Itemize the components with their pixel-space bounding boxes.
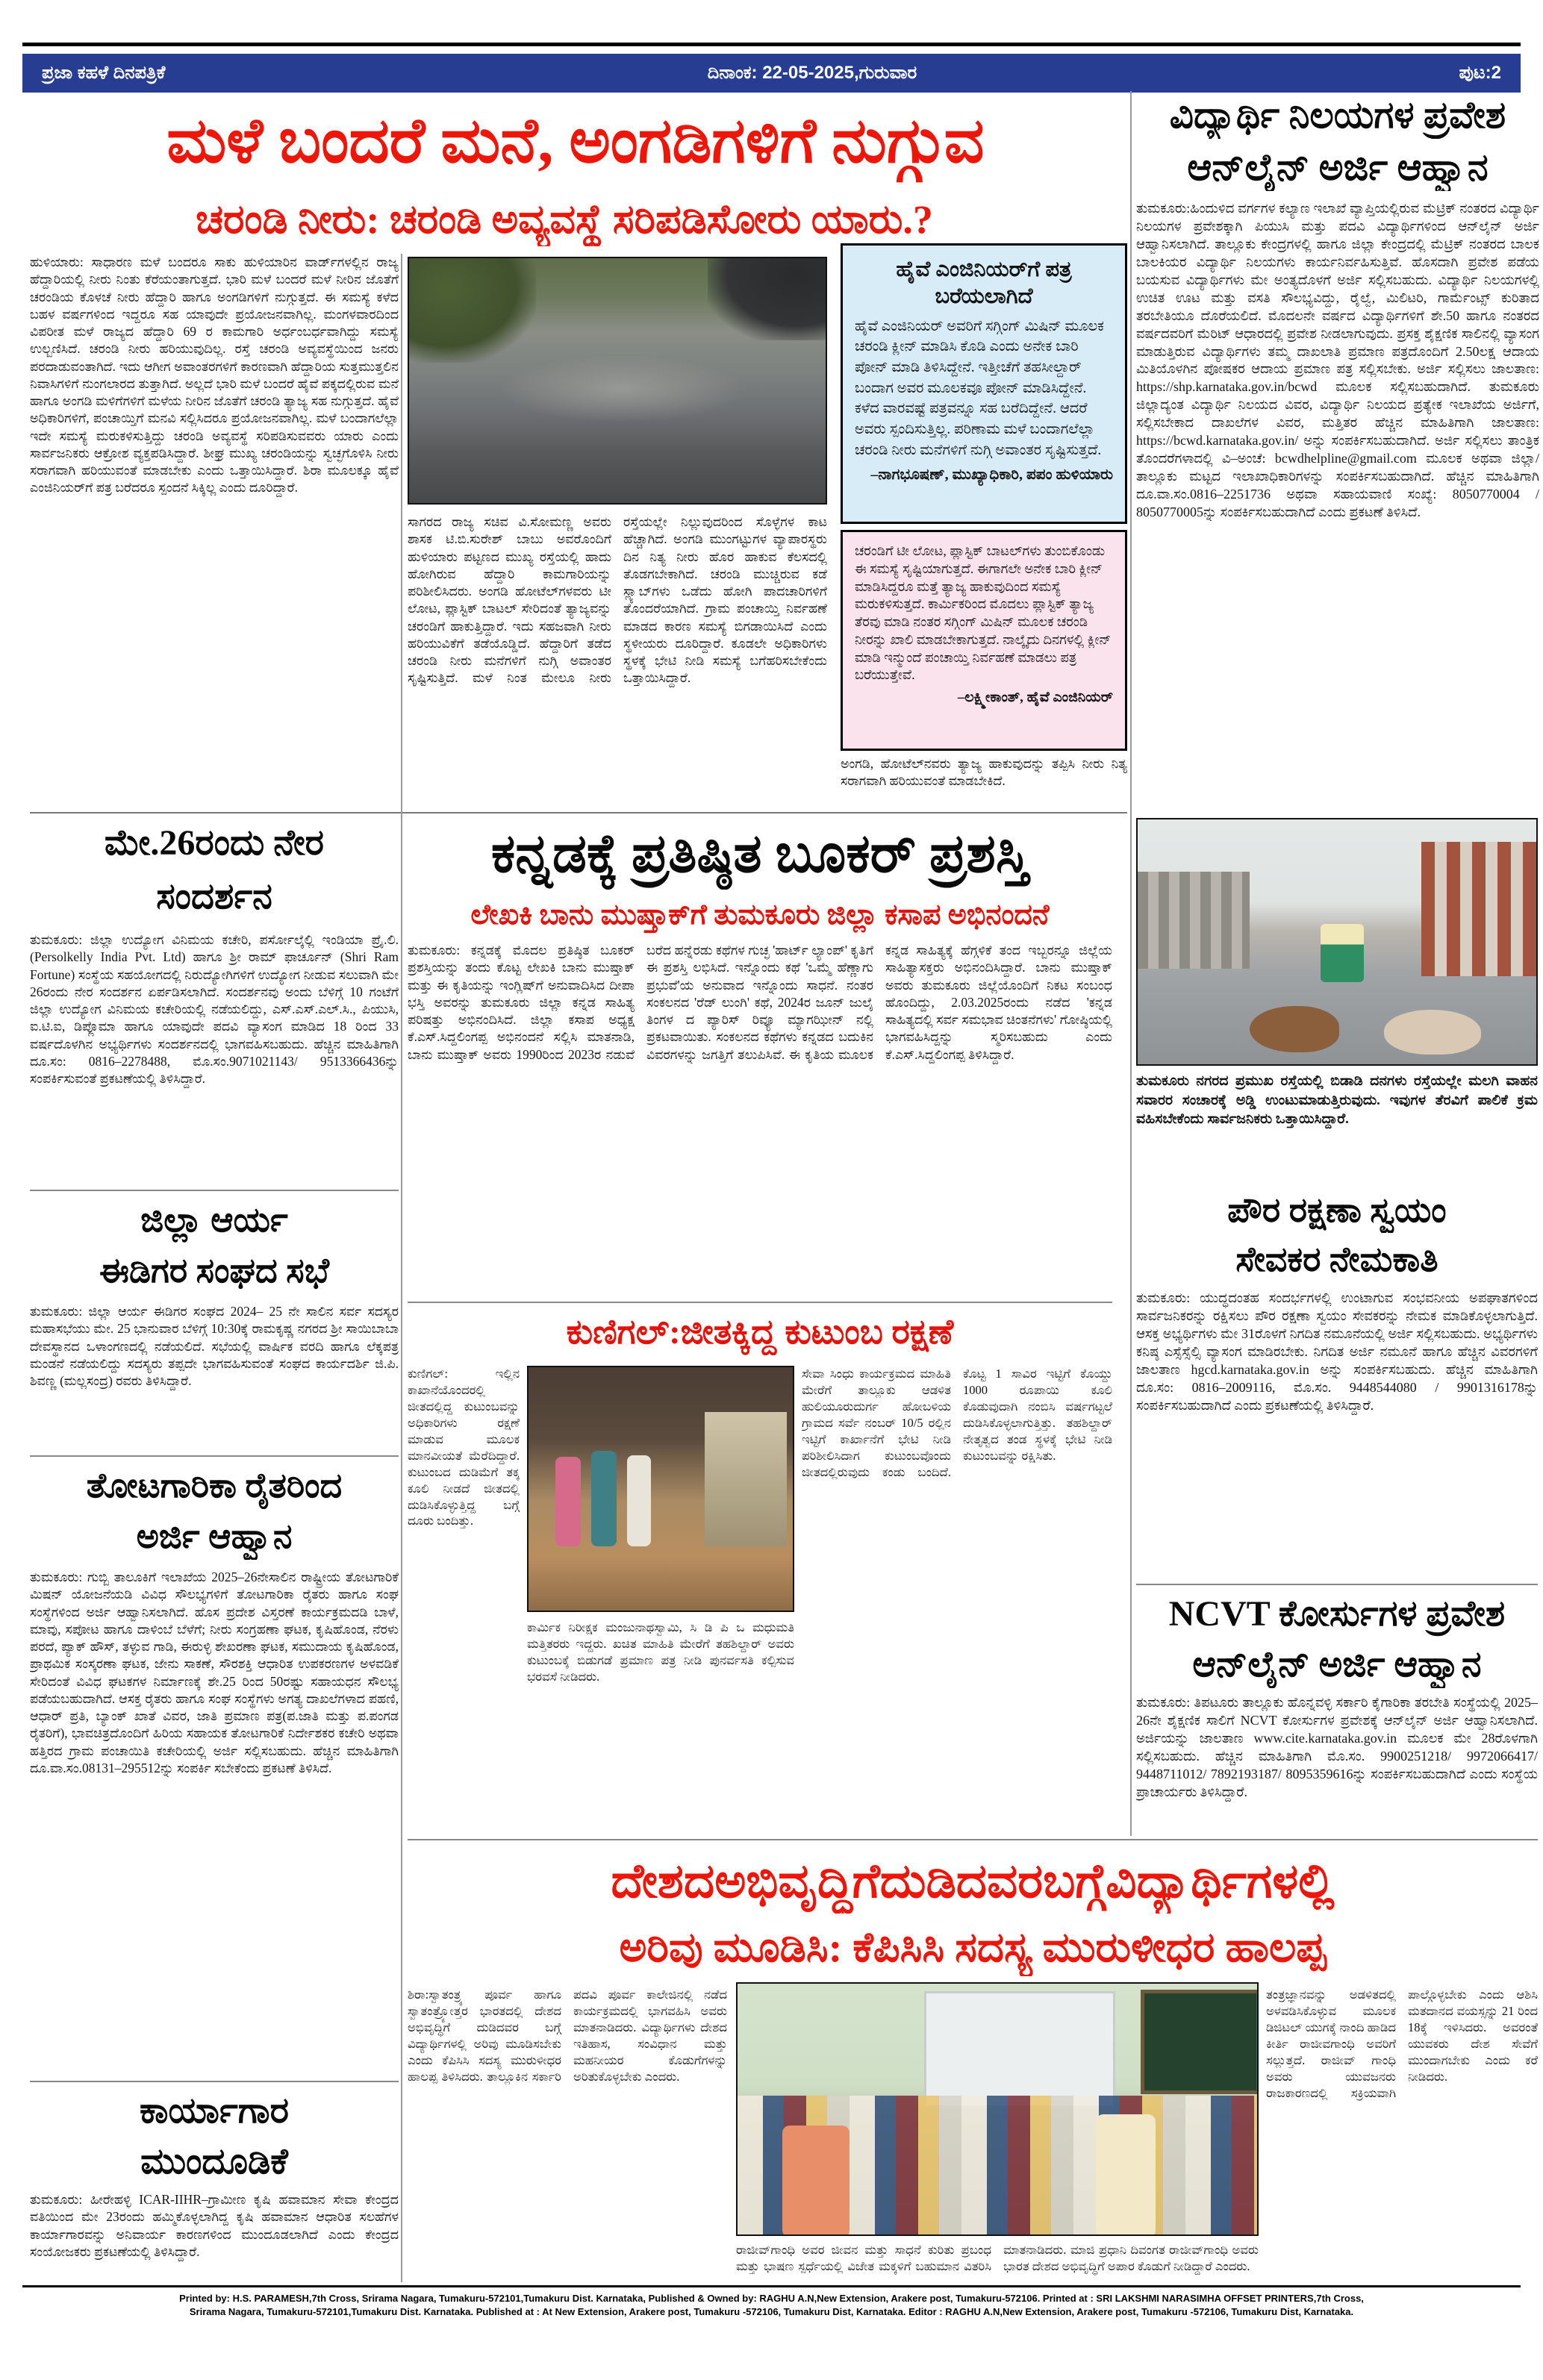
quote-box-title: ಹೈವೆ ಎಂಜಿನಿಯರ್‌ಗೆ ಪತ್ರ ಬರೆಯಲಾಗಿದೆ — [896, 257, 1072, 309]
ncvt-headline-line1: NCVT ಕೋರ್ಸುಗಳ ಪ್ರವೇಶ — [1168, 1594, 1506, 1634]
main-article-col1: ಹುಳಿಯಾರು: ಸಾಧಾರಣ ಮಳೆ ಬಂದರೂ ಸಾಕು ಹುಳಿಯಾರಿನ ವಾರ್ಡ್‌ಗಳಲ್ಲಿನ ರಾಜ್ಯ ಹೆದ್ದಾರಿಯಲ್ಲಿ ನೀರು ನಿಂತು ಕೆರೆಯಂತಾಗುತ್ತದೆ. ಭಾರಿ ಮಳೆ ಬಂದರೆ ಮಳೆ ನೀರಿನ ಜೊತೆಗೆ ಚರಂಡಿಯ ಕೊಳಚೆ ನೀರು ಹೆದ್ದಾರಿ ಹಾಗೂ ಅಂಗಡಿಗಳಿಗೆ ನುಗ್ಗುತ್ತದೆ. ಈ ಸಮಸ್ಯೆ ಕಳೆದ ಬಹಳ ವರ್ಷಗಳಿಂದ ಇದ್ದರೂ ಸಹ ಯಾವುದೇ ಪ್ರಯೋಜನವಾಗಿಲ್ಲ. ಮಂಗಳವಾರದಿಂದ ವಿಪರೀತ ಮಳೆ ರಾಜ್ಯದ ಹೆದ್ದಾರಿ 69 ರ ಕಾಮಗಾರಿ ಅರ್ಧಂಬರ್ಧವಾಗಿದ್ದು ಸಮಸ್ಯೆ ಉಲ್ಬಣಿಸಿದೆ. ಚರಂಡಿ ನೀರು ಹರಿಯುವುದಿಲ್ಲ. ರಸ್ತೆ ಚರಂಡಿ ಅವ್ಯವಸ್ಥೆಯಿಂದ ಜನರು ಪರದಾಡುವಂತಾಗಿದೆ. ಇದು ಆಗೀಗ ಅವಾಂತರಗಳಿಗೆ ಕಾರಣವಾಗಿ ಹೆದ್ದಾರಿಯ ಸುತ್ತಮುತ್ತಲಿನ ನಿವಾಸಿಗಳಿಗೆ ನುಂಗಲಾರದ ತುತ್ತಾಗಿದೆ. ಅಲ್ಲದೆ ಭಾರಿ ಮಳೆ ಬಂದರೆ ಹೈವೆ ಪಕ್ಕದಲ್ಲಿರುವ ಮನೆ ಹಾಗೂ ಅಂಗಡಿ ಮಳಿಗೆಗಳಿಗೆ ಮಳೆಯ ನೀರಿನ ಜೊತೆಗೆ ಚರಂಡಿ ತ್ಯಾಜ್ಯ ಸಹ ನುಗ್ಗುತ್ತದೆ. ಹೈವೆ ಅಧಿಕಾರಿಗಳಿಗೆ, ಪಂಚಾಯ್ತಿಗೆ ಮನವಿ ಸಲ್ಲಿಸಿದರೂ ಪ್ರಯೋಜನವಾಗಿಲ್ಲ. ಮಳೆ ಬಂದಾಗಲೆಲ್ಲಾ ಇದೇ ಸಮಸ್ಯೆ ಮರುಕಳಿಸುತ್ತಿದ್ದು ಚರಂಡಿ ಅವ್ಯವಸ್ಥೆ ಸರಿಪಡಿಸುವವರು ಯಾರು ಎಂದು ಸಾರ್ವಜನಿಕರು ಆಕ್ರೋಶ ವ್ಯಕ್ತಪಡಿಸಿದ್ದಾರೆ. ಶೀಘ್ರ ಮುಖ್ಯ ಚರಂಡಿಯನ್ನು ಸ್ವಚ್ಛಗೊಳಿಸಿ ನೀರು ಸರಾಗವಾಗಿ ಹರಿಯುವಂತೆ ಮಾಡಬೇಕು ಎಂದು ಒತ್ತಾಯಿಸಿದ್ದಾರೆ. ಶಿರಾ ಮೂಲಕ್ಕೂ ಹೈವೆ ಎಂಜಿನಿಯರ್‌ಗೆ ಪತ್ರ ಬರೆದರೂ ಸ್ಪಂದನೆ ಸಿಕ್ಕಿಲ್ಲ ಎಂದು ದೂರಿದ್ದಾರೆ. — [30, 254, 399, 496]
photo-person-white-shirt — [627, 1455, 651, 1546]
main-article-cols-below-photo: ಸಾಗರದ ರಾಜ್ಯ ಸಚಿವ ವಿ.ಸೋಮಣ್ಣ ಅವರು ಶಾಸಕ ಟಿ.ಬಿ.ಸುರೇಶ್ ಬಾಬು ಅವರೊಂದಿಗೆ ಹುಳಿಯಾರು ಪಟ್ಟಣದ ಮುಖ್ಯ ರಸ್ತೆಯಲ್ಲಿ ಹಾದು ಹೋಗಿರುವ ಹೆದ್ದಾರಿ ಕಾಮಗಾರಿಯನ್ನು ಪರಿಶೀಲಿಸಿದರು. ಅಂಗಡಿ ಹೋಟೆಲ್‌ಗಳವರು ಟೀ ಲೋಟ, ಪ್ಲಾಸ್ಟಿಕ್ ಬಾಟಲ್ ಸೇರಿದಂತೆ ತ್ಯಾಜ್ಯವನ್ನು ಚರಂಡಿಗೆ ಹಾಕುತ್ತಿದ್ದಾರೆ. ಇದು ಸಹಜವಾಗಿ ನೀರು ಹರಿಯುವಿಕೆಗೆ ತಡೆಯೊಡ್ಡಿದೆ. ಹೆದ್ದಾರಿಗೆ ತಡೆದ ಚರಂಡಿ ನೀರು ಮನೆಗಳಿಗೆ ನುಗ್ಗಿ ಅವಾಂತರ ಸೃಷ್ಟಿಸುತ್ತಿದೆ. ಮಳೆ ನಿಂತ ಮೇಲೂ ನೀರು ರಸ್ತೆಯಲ್ಲೇ ನಿಲ್ಲುವುದರಿಂದ ಸೊಳ್ಳೆಗಳ ಕಾಟ ಹೆಚ್ಚಾಗಿದೆ. ಅಂಗಡಿ ಮುಂಗಟ್ಟುಗಳ ವ್ಯಾಪಾರಸ್ಥರು ದಿನ ನಿತ್ಯ ನೀರು ಹೊರ ಹಾಕುವ ಕೆಲಸದಲ್ಲಿ ತೊಡಗಬೇಕಾಗಿದೆ. ಚರಂಡಿ ಮುಚ್ಚಿರುವ ಕಡೆ ಸ್ಲ್ಯಾಬ್‌ಗಳು ಒಡೆದು ಹೋಗಿ ಪಾದಚಾರಿಗಳಿಗೆ ತೊಂದರೆಯಾಗಿದೆ. ಗ್ರಾಮ ಪಂಚಾಯ್ತಿ ನಿರ್ವಹಣೆ ಮಾಡದ ಕಾರಣ ಸಮಸ್ಯೆ ಬಿಗಡಾಯಿಸಿದೆ ಎಂದು ಸ್ಥಳೀಯರು ದೂರಿದ್ದಾರೆ. ಕೂಡಲೇ ಅಧಿಕಾರಿಗಳು ಸ್ಥಳಕ್ಕೆ ಭೇಟಿ ನೀಡಿ ಸಮಸ್ಯೆ ಬಗೆಹರಿಸಬೇಕೆಂದು ಒತ್ತಾಯಿಸಿದ್ದಾರೆ. — [408, 514, 827, 686]
masthead-bar — [22, 54, 1521, 93]
photo-shed-opening — [705, 1412, 787, 1546]
photo-person-pink-saree — [555, 1457, 581, 1546]
civil-defence-body: ತುಮಕೂರು: ಯುದ್ಧದಂತಹ ಸಂದರ್ಭಗಳಲ್ಲಿ ಉಂಟಾಗುವ ಸಂಭವನೀಯ ಅಪಘಾತಗಳಿಂದ ಸಾರ್ವಜನಿಕರನ್ನು ರಕ್ಷಿಸಲು ಪೌರ ರಕ್ಷಣಾ ಸ್ವಯಂ ಸೇವಕರನ್ನು ನೇಮಕ ಮಾಡಿಕೊಳ್ಳಲಾಗುತ್ತಿದೆ. ಆಸಕ್ತ ಅಭ್ಯರ್ಥಿಗಳು ಮೇ 31ರೊಳಗೆ ನಿಗದಿತ ನಮೂನೆಯಲ್ಲಿ ಅರ್ಜಿ ಸಲ್ಲಿಸಬಹುದು. ಅಭ್ಯರ್ಥಿಗಳು ಕನಿಷ್ಠ ಎಸ್ಸೆಸ್ಸೆಲ್ಸಿ ವ್ಯಾಸಂಗ ಮಾಡಿರಬೇಕು. ನಿಗದಿತ ಅರ್ಜಿ ನಮೂನೆ ಹಾಗೂ ಹೆಚ್ಚಿನ ವಿವರಗಳಿಗೆ ಜಾಲತಾಣ hgcd.karnataka.gov.in ಅನ್ನು ಸಂಪರ್ಕಿಸಬಹುದು. ಹೆಚ್ಚಿನ ಮಾಹಿತಿಗಾಗಿ ದೂ.ಸಂ: 0816–2009116, ಮೊ.ಸಂ. 9448544080 / 9901316178ನ್ನು ಸಂಪರ್ಕಿಸಬಹುದಾಗಿದೆ ಎಂದು ಪ್ರಕಟಣೆಯಲ್ಲಿ ತಿಳಿಸಿದ್ದಾರೆ. — [1136, 1290, 1538, 1413]
sangha-headline-line1: ಜಿಲ್ಲಾ ಆರ್ಯ — [140, 1201, 288, 1239]
sangha-headline-line2: ಈಡಿಗರ ಸಂಘದ ಸಭೆ — [99, 1252, 329, 1290]
photo-cow-light — [1384, 1010, 1481, 1055]
interview-headline-line2: ಸಂದರ್ಶನ — [156, 877, 272, 916]
paper-name: ಪ್ರಜಾ ಕಹಳೆ ದಿನಪತ್ರಿಕೆ — [42, 63, 166, 83]
booker-headline: ಕನ್ನಡಕ್ಕೆ ಪ್ರತಿಷ್ಠಿತ ಬೂಕರ್ ಪ್ರಶಸ್ತಿ — [490, 824, 1029, 884]
column-rule-right — [1130, 91, 1132, 1836]
quote-box-highway-engineer — [841, 530, 1127, 751]
workshop-article-body: ತುಮಕೂರು: ಹೀರೇಹಳ್ಳಿ ICAR-IIHR–ಗ್ರಾಮೀಣ ಕೃಷಿ ಹವಾಮಾನ ಸೇವಾ ಕೇಂದ್ರದ ವತಿಯಿಂದ ಮೇ 23ರಂದು ಹಮ್ಮಿಕೊಳ್ಳಲಾಗಿದ್ದ ಕೃಷಿ ಹವಾಮಾನ ಆಧಾರಿತ ಸಲಹೆಗಳ ಕಾರ್ಯಾಗಾರವನ್ನು ಅನಿವಾರ್ಯ ಕಾರಣಗಳಿಂದ ಮುಂದೂಡಲಾಗಿದೆ ಎಂದು ಕೇಂದ್ರದ ಸಂಯೋಜಕರು ಪ್ರಕಟಣೆಯಲ್ಲಿ ತಿಳಿಸಿದ್ದಾರೆ. — [30, 2192, 399, 2259]
kunigal-left-column: ಕುಣಿಗಲ್: ಇಲ್ಲಿನ ಕಾಖಾನೆಯೊಂದರಲ್ಲಿ ಜೀತದಲ್ಲಿದ್ದ ಕುಟುಂಬವನ್ನು ಅಧಿಕಾರಿಗಳು ರಕ್ಷಣೆ ಮಾಡುವ ಮೂಲಕ ಮಾನವೀಯತೆ ಮೆರೆದಿದ್ದಾರೆ. ಕುಟುಂಬದ ದುಡಿಮೆಗೆ ತಕ್ಕ ಕೂಲಿ ನೀಡದೆ ಜೀತದಲ್ಲಿ ದುಡಿಸಿಕೊಳ್ಳುತ್ತಿದ್ದ ಬಗ್ಗೆ ದೂರು ಬಂದಿತ್ತು. — [408, 1367, 520, 1528]
divider-e-f — [30, 2081, 399, 2082]
divider-c-d — [30, 1190, 399, 1191]
main-headline-line2: ಚರಂಡಿ ನೀರು: ಚರಂಡಿ ಅವ್ಯವಸ್ಥೆ ಸರಿಪಡಿಸೋರು ಯಾರು.? — [196, 197, 933, 242]
top-rule — [22, 43, 1521, 46]
photo-cow-brown — [1250, 1006, 1339, 1052]
imprint-line2: Srirama Nagara, Tumakuru-572101,Tumakuru Dist. Karnataka. Published at : At New Extension, Arakere post, Tumakuru -572106, Tumakuru Dist, Karnataka. Editor : RAGHU A.N,New Extension, Arakere post, Tumakuru -572106, Tumakuru Dist, Karnataka. — [189, 2306, 1354, 2317]
kpcc-right-columns: ತಂತ್ರಜ್ಞಾನವನ್ನು ಅಡಳಿತದಲ್ಲಿ ಅಳವಡಿಸಿಕೊಳ್ಳುವ ಮೂಲಕ ಡಿಜಿಟಲ್ ಯುಗಕ್ಕೆ ನಾಂದಿ ಹಾಡಿದ ಕೀರ್ತಿ ರಾಜೀವಗಾಂಧಿ ಅವರಿಗೆ ಸಲ್ಲುತ್ತದೆ. ರಾಜೀವ್ ಗಾಂಧಿ ಅವರು ಯುವಜನರು ರಾಜಕಾರಣದಲ್ಲಿ ಸಕ್ರಿಯವಾಗಿ ಪಾಲ್ಗೊಳ್ಳಬೇಕು ಎಂದು ಆಶಿಸಿ ಮತದಾನದ ವಯಸ್ಸನ್ನು 21 ರಿಂದ 18ಕ್ಕೆ ಇಳಿಸಿದರು. ಅವರಂತೆ ಯುವಕರು ದೇಶ ಸೇವೆಗೆ ಮುಂದಾಗಬೇಕು ಎಂದು ಕರೆ ನೀಡಿದರು. — [1266, 1987, 1538, 2100]
photo-projector-screen — [924, 1991, 1115, 2108]
kpcc-below-photo: ರಾಜೀವ್‌ಗಾಂಧಿ ಅವರ ಜೀವನ ಮತ್ತು ಸಾಧನೆ ಕುರಿತು ಪ್ರಬಂಧ ಮತ್ತು ಭಾಷಣ ಸ್ಪರ್ಧೆಯಲ್ಲಿ ವಿಜೇತ ಮಕ್ಕಳಿಗೆ ಬಹುಮಾನ ವಿತರಿಸಿ ಮಾತನಾಡಿದರು. ಮಾಜಿ ಪ್ರಧಾನಿ ದಿವಂಗತ ರಾಜೀವ್‌ಗಾಂಧಿ ಅವರು ಭಾರತ ದೇಶದ ಅಭಿವೃದ್ಧಿಗೆ ಅಪಾರ ಕೊಡುಗೆ ನೀಡಿದ್ದಾರೆ ಎಂದರು. — [736, 2243, 1259, 2273]
kunigal-headline: ಕುಣಿಗಲ್:ಜೀತಕ್ಕಿದ್ದ ಕುಟುಂಬ ರಕ್ಷಣೆ — [566, 1313, 954, 1351]
photo-person-teal — [591, 1451, 617, 1546]
workshop-headline-line2: ಮುಂದೂಡಿಕೆ — [140, 2142, 288, 2181]
workshop-headline-line1: ಕಾರ್ಯಾಗಾರ — [139, 2091, 290, 2131]
hostel-headline-line2: ಆನ್‌ಲೈನ್ ಅರ್ಜಿ ಆಹ್ವಾನ — [1187, 146, 1489, 188]
kpcc-left-columns: ಶಿರಾ:ಸ್ವಾತಂತ್ರ್ಯ ಪೂರ್ವ ಹಾಗೂ ಸ್ವಾತಂತ್ರ್ಯೋತ್ತರ ಭಾರತದಲ್ಲಿ ದೇಶದ ಅಭಿವೃದ್ಧಿಗೆ ದುಡಿದವರ ಬಗ್ಗೆ ವಿದ್ಯಾರ್ಥಿಗಳಲ್ಲಿ ಅರಿವು ಮೂಡಿಸಬೇಕು ಎಂದು ಕೆಪಿಸಿಸಿ ಸದಸ್ಯ ಮುರುಳೀಧರ ಹಾಲಪ್ಪ ತಿಳಿಸಿದರು. ತಾಲ್ಲೂಕಿನ ಸರ್ಕಾರಿ ಪದವಿ ಪೂರ್ವ ಕಾಲೇಜಿನಲ್ಲಿ ನಡೆದ ಕಾರ್ಯಕ್ರಮದಲ್ಲಿ ಭಾಗವಹಿಸಿ ಅವರು ಮಾತನಾಡಿದರು. ವಿದ್ಯಾರ್ಥಿಗಳು ದೇಶದ ಇತಿಹಾಸ, ಸಂವಿಧಾನ ಮತ್ತು ಮಹನೀಯರ ಕೊಡುಗೆಗಳನ್ನು ಅರಿತುಕೊಳ್ಳಬೇಕು ಎಂದರು. — [408, 1987, 727, 2084]
ncvt-body: ತುಮಕೂರು: ತಿಪಟೂರು ತಾಲ್ಲೂಕು ಹೊನ್ನವಳ್ಳಿ ಸರ್ಕಾರಿ ಕೈಗಾರಿಕಾ ತರಬೇತಿ ಸಂಸ್ಥೆಯಲ್ಲಿ 2025–26ನೇ ಶೈಕ್ಷಣಿಕ ಸಾಲಿಗೆ NCVT ಕೋರ್ಸುಗಳ ಪ್ರವೇಶಕ್ಕೆ ಆನ್‌ಲೈನ್ ಅರ್ಜಿ ಆಹ್ವಾನಿಸಲಾಗಿದೆ. ಅರ್ಜಿಯನ್ನು ಜಾಲತಾಣ www.cite.karnataka.gov.in ಮೂಲಕ ಮೇ 28ರೊಳಗಾಗಿ ಸಲ್ಲಿಸಬಹುದು. ಹೆಚ್ಚಿನ ಮಾಹಿತಿಗಾಗಿ ಮೊ.ಸಂ. 9900251218/ 9972066417/ 9448711012/ 7892193187/ 8095359616ನ್ನು ಸಂಪರ್ಕಿಸಬಹುದಾಗಿದೆ ಎಂದು ಸಂಸ್ಥೆಯ ಪ್ರಾಚಾರ್ಯರು ತಿಳಿಸಿದ್ದಾರೆ. — [1136, 1695, 1538, 1799]
text-below-pink-box: ಅಂಗಡಿ, ಹೋಟೆಲ್‌ನವರು ತ್ಯಾಜ್ಯ ಹಾಕುವುದನ್ನು ತಪ್ಪಿಸಿ ನೀರು ನಿತ್ಯ ಸರಾಗವಾಗಿ ಹರಿಯುವಂತೆ ಮಾಡಬೇಕಿದೆ. — [841, 756, 1127, 789]
horticulture-article-body: ತುಮಕೂರು: ಗುಬ್ಬಿ ತಾಲೂಕಿಗೆ ಇಲಾಖೆಯ 2025–26ನೇಸಾಲಿನ ರಾಷ್ಟ್ರೀಯ ತೋಟಗಾರಿಕೆ ಮಿಷನ್ ಯೋಜನೆಯಡಿ ವಿವಿಧ ಸೌಲಭ್ಯಗಳಿಗೆ ತೋಟಗಾರಿಕಾ ರೈತರು ಹಾಗೂ ಸಂಘ ಸಂಸ್ಥೆಗಳಿಂದ ಅರ್ಜಿ ಆಹ್ವಾನಿಸಲಾಗಿದೆ. ಹೊಸ ಪ್ರದೇಶ ವಿಸ್ತರಣೆ ಕಾರ್ಯಕ್ರಮದಡಿ ಬಾಳೆ, ಮಾವು, ಸಪೋಟ ಹಾಗೂ ದಾಳಿಂಬೆ ಬೆಳೆಗೆ; ನೀರು ಸಂಗ್ರಹಣಾ ಘಟಕ, ಕೃಷಿಹೊಂಡ, ನೆರಳು ಪರದೆ, ಪ್ಯಾಕ್ ಹೌಸ್, ತಳ್ಳುವ ಗಾಡಿ, ಈರುಳ್ಳಿ ಶೇಖರಣಾ ಘಟಕ, ಸಮುದಾಯ ಕೃಷಿಹೊಂಡ, ಪ್ರಾಥಮಿಕ ಸಂಸ್ಕರಣಾ ಘಟಕ, ಜೇನು ಸಾಕಣೆ, ಸೌರಶಕ್ತಿ ಆಧಾರಿತ ಉಪಕರಣಗಳ ಅಳವಡಿಕೆ ಸೇರಿದಂತೆ ವಿವಿಧ ಘಟಕಗಳ ನಿರ್ಮಾಣಕ್ಕೆ ಶೇ.25 ರಿಂದ 50ರಷ್ಟು ಸಹಾಯಧನ ಸೌಲಭ್ಯ ಪಡೆಯಬಹುದಾಗಿದೆ. ಆಸಕ್ತ ರೈತರು ಹಾಗೂ ಸಂಘ ಸಂಸ್ಥೆಗಳು ಅಗತ್ಯ ದಾಖಲೆಗಳಾದ ಪಹಣಿ, ಆಧಾರ್ ಪ್ರತಿ, ಬ್ಯಾಂಕ್ ಖಾತೆ ವಿವರ, ಜಾತಿ ಪ್ರಮಾಣ ಪತ್ರ(ಪ.ಜಾತಿ ಮತ್ತು ಪ.ಪಂಗಡ ರೈತರಿಗೆ), ಭಾವಚಿತ್ರದೊಂದಿಗೆ ಹಿರಿಯ ಸಹಾಯಕ ತೋಟಗಾರಿಕೆ ನಿರ್ದೇಶಕರ ಕಚೇರಿ ಅಥವಾ ಹತ್ತಿರದ ಗ್ರಾಮ ಪಂಚಾಯಿತಿ ಕಚೇರಿಯಲ್ಲಿ ಅರ್ಜಿ ಸಲ್ಲಿಸಬಹುದು. ಹೆಚ್ಚಿನ ಮಾಹಿತಿಗಾಗಿ ದೂ.ವಾ.ಸಂ.08131–295512ನ್ನು ಸಂಪರ್ಕಿ ಸಬೇಕೆಂದು ಪ್ರಕಟಣೆ ತಿಳಿಸಿದೆ. — [30, 1570, 399, 1775]
interview-article-body: ತುಮಕೂರು: ಜಿಲ್ಲಾ ಉದ್ಯೋಗ ವಿನಿಮಯ ಕಚೇರಿ, ಪರ್ಸೋಲ್ಕೆಲ್ಲಿ ಇಂಡಿಯಾ ಪ್ರೈ.ಲಿ.(Persolkelly India Pvt. Ltd) ಹಾಗೂ ಶ್ರೀ ರಾಮ್ ಫಾರ್ಚೂನ್ (Shri Ram Fortune) ಸಂಸ್ಥೆಯ ಸಹಯೋಗದಲ್ಲಿ ನಿರುದ್ಯೋಗಿಗಳಿಗೆ ಉದ್ಯೋಗ ನೀಡುವ ಸಲುವಾಗಿ ಮೇ 26ರಂದು ನೇರ ಸಂದರ್ಶನ ಏರ್ಪಡಿಸಲಾಗಿದೆ. ಸಂದರ್ಶನವು ಅಂದು ಬೆಳಿಗ್ಗೆ 10 ಗಂಟೆಗೆ ಜಿಲ್ಲಾ ಉದ್ಯೋಗ ವಿನಿಮಯ ಕಚೇರಿಯಲ್ಲಿ ನಡೆಯಲಿದ್ದು, ಎಸ್.ಎಸ್.ಎಲ್.ಸಿ., ಪಿಯುಸಿ, ಐ.ಟಿ.ಐ, ಡಿಪ್ಲೊಮಾ ಹಾಗೂ ಯಾವುದೇ ಪದವಿ ವ್ಯಾಸಂಗ ಮಾಡಿದ 18 ರಿಂದ 33 ವರ್ಷದೊಳಗಿನ ಅಭ್ಯರ್ಥಿಗಳು ಸಂದರ್ಶನದಲ್ಲಿ ಭಾಗವಹಿಸಬಹುದು. ಹೆಚ್ಚಿನ ಮಾಹಿತಿಗಾಗಿ ದೂ.ಸಂ: 0816–2278488, ಮೊ.ಸಂ.9071021143/ 9513366436ನ್ನು ಸಂಪರ್ಕಿಸುವಂತೆ ಪ್ರಕಟಣೆಯಲ್ಲಿ ತಿಳಿಸಿದ್ದಾರೆ. — [30, 932, 399, 1087]
photo-chalkboard — [1141, 1990, 1259, 2094]
column-rule-left — [401, 254, 402, 2282]
imprint-line1: Printed by: H.S. PARAMESH,7th Cross, Srirama Nagara, Tumakuru-572101,Tumakuru Dist. Karnataka, Published & Owned by: RAGHU A.N,New Extension, Arakere post, Tumakuru-572106. Printed at : SRI LAKSHMI NARASIMHA OFFSET PRINTERS,7th Cross, — [179, 2293, 1364, 2304]
footer-rule — [22, 2285, 1521, 2287]
quote-box-signature: –ನಾಗಭೂಷಣ್, ಮುಖ್ಯಾಧಿಕಾರಿ, ಪಪಂ ಹುಳಿಯಾರು — [870, 466, 1113, 484]
photo-prize-group — [736, 1982, 1259, 2236]
quote-box-pink-signature: –ಲಕ್ಷ್ಮೀಕಾಂತ್, ಹೈವೆ ಎಂಜಿನಿಯರ್ — [957, 690, 1113, 705]
civil-defence-headline-line2: ಸೇವಕರ ನೇಮಕಾತಿ — [1235, 1240, 1438, 1278]
divider-d-e — [30, 1455, 399, 1457]
interview-headline-line1: ಮೇ.26ರಂದು ನೇರ — [104, 823, 325, 863]
civil-defence-headline-line1: ಪೌರ ರಕ್ಷಣಾ ಸ್ವಯಂ — [1227, 1191, 1447, 1229]
main-headline-line1: ಮಳೆ ಬಂದರೆ ಮನೆ, ಅಂಗಡಿಗಳಿಗೆ ನುಗ್ಗುವ — [166, 107, 985, 176]
hostel-headline-line1: ವಿದ್ಯಾರ್ಥಿ ನಿಲಯಗಳ ಪ್ರವೇಶ — [1169, 94, 1506, 136]
kpcc-headline-line1: ದೇಶದಅಭಿವೃದ್ಧಿಗೆದುಡಿದವರಬಗ್ಗೆವಿದ್ಯಾರ್ಥಿಗಳಲ್ಲಿ — [611, 1855, 1335, 1908]
horticulture-headline-line1: ತೋಟಗಾರಿಕಾ ರೈತರಿಂದ — [86, 1467, 343, 1505]
divider-i-j — [1136, 1584, 1538, 1585]
photo-stray-cattle-street — [1136, 818, 1538, 1066]
cattle-photo-caption: ತುಮಕೂರು ನಗರದ ಪ್ರಮುಖ ರಸ್ತೆಯಲ್ಲಿ ಬಿಡಾಡಿ ದನಗಳು ರಸ್ತೆಯಲ್ಲೇ ಮಲಗಿ ವಾಹನ ಸವಾರರ ಸಂಚಾರಕ್ಕೆ ಅಡ್ಡಿ ಉಂಟುಮಾಡುತ್ತಿರುವುದು. ಇವುಗಳ ತೆರವಿಗೆ ಪಾಲಿಕೆ ಕ್ರಮ ವಹಿಸಬೇಕೆಂದು ಸಾರ್ವಜನಿಕರು ಒತ್ತಾಯಿಸಿದ್ದಾರೆ. — [1136, 1073, 1538, 1128]
quote-box-engineer-letter — [841, 243, 1127, 524]
kunigal-right-columns: ಸೇವಾ ಸಿಂಧು ಕಾರ್ಯಕ್ರಮದ ಮಾಹಿತಿ ಮೇರೆಗೆ ತಾಲ್ಲೂಕು ಆಡಳಿತ ಹುಲಿಯೂರುದುರ್ಗ ಹೋಬಳಿಯ ಗ್ರಾಮದ ಸರ್ವೆ ನಂಬರ್ 10/5 ರಲ್ಲಿನ ಇಟ್ಟಿಗೆ ಕಾರ್ಖಾನೆಗೆ ಭೇಟಿ ನೀಡಿ ಪರಿಶೀಲಿಸಿದಾಗ ಕುಟುಂಬವೊಂದು ಜೀತದಲ್ಲಿರುವುದು ಕಂಡು ಬಂದಿದೆ. ಕೊಟ್ಟ 1 ಸಾವಿರ ಇಟ್ಟಿಗೆ ಕೊಯ್ದು 1000 ರೂಪಾಯಿ ಕೂಲಿ ಕೊಡುವುದಾಗಿ ನಂಬಿಸಿ ವರ್ಷಗಟ್ಟಲೆ ದುಡಿಸಿಕೊಳ್ಳಲಾಗುತ್ತಿತ್ತು. ತಹಶಿಲ್ದಾರ್ ನೇತೃತ್ವದ ತಂಡ ಸ್ಥಳಕ್ಕೆ ಭೇಟಿ ನೀಡಿ ಕುಟುಂಬವನ್ನು ರಕ್ಷಿಸಿತು. — [802, 1367, 1112, 1479]
booker-subhead: ಲೇಖಕಿ ಬಾನು ಮುಷ್ತಾಕ್‌ಗೆ ತುಮಕೂರು ಜಿಲ್ಲಾ ಕಸಾಪ ಅಭಿನಂದನೆ — [470, 899, 1050, 931]
photo-auto-rickshaw — [1321, 924, 1364, 982]
hostel-article-body: ತುಮಕೂರು:ಹಿಂದುಳಿದ ವರ್ಗಗಳ ಕಲ್ಯಾಣ ಇಲಾಖೆ ವ್ಯಾಪ್ತಿಯಲ್ಲಿರುವ ಮೆಟ್ರಿಕ್ ನಂತರದ ವಿದ್ಯಾರ್ಥಿ ನಿಲಯಗಳ ಪ್ರವೇಶಕ್ಕಾಗಿ ಪಿಯುಸಿ ಮತ್ತು ಪದವಿ ವಿದ್ಯಾರ್ಥಿಗಳಿಂದ ಆನ್‌ಲೈನ್ ಅರ್ಜಿ ಆಹ್ವಾನಿಸಲಾಗಿದೆ. ತಾಲ್ಲೂಕು ಕೇಂದ್ರಗಳಲ್ಲಿ ಹಾಗೂ ಜಿಲ್ಲಾ ಕೇಂದ್ರದಲ್ಲಿ ಮೆಟ್ರಿಕ್ ನಂತರದ ಬಾಲಕ ಬಾಲಕಿಯರ ವಿದ್ಯಾರ್ಥಿ ನಿಲಯಗಳು ಕಾರ್ಯನಿರ್ವಹಿಸುತ್ತಿವೆ. ಹೊಸದಾಗಿ ಪ್ರವೇಶ ಪಡೆಯ ಬಯಸುವ ವಿದ್ಯಾರ್ಥಿಗಳು ಮೇ ಅಂತ್ಯದೊಳಗೆ ಅರ್ಜಿ ಸಲ್ಲಿಸಬಹುದು. ವಿದ್ಯಾರ್ಥಿ ನಿಲಯಗಳಲ್ಲಿ ಉಚಿತ ಊಟ ಮತ್ತು ವಸತಿ ಸೌಲಭ್ಯವಿದ್ದು, ರೈಲ್ವೆ, ಮಿಲಿಟರಿ, ಗಾರ್ಮೆಂಟ್ಸ್ ಕುರಿತಾದ ತರಬೇತಿಯೂ ದೊರೆಯಲಿದೆ. ಮೊದಲನೇ ವರ್ಷದ ವಿದ್ಯಾರ್ಥಿಗಳಿಗೆ ಶೇ.50 ಹಾಗೂ ನಂತರದ ವರ್ಷದವರಿಗೆ ಮೆರಿಟ್ ಆಧಾರದಲ್ಲಿ ಪ್ರವೇಶ ನೀಡಲಾಗುವುದು. ಪ್ರಸಕ್ತ ಶೈಕ್ಷಣಿಕ ಸಾಲಿನಲ್ಲಿ ವ್ಯಾಸಂಗ ಮಾಡುತ್ತಿರುವ ವಿದ್ಯಾರ್ಥಿಗಳು ತಮ್ಮ ದಾಖಲಾತಿ ಪ್ರಮಾಣ ಪತ್ರದೊಂದಿಗೆ 2.50ಲಕ್ಷ ಆದಾಯ ಮಿತಿಯೊಳಗಿನ ಪೋಷಕರ ಆದಾಯ ಪ್ರಮಾಣ ಪತ್ರ ಸಲ್ಲಿಸಬೇಕು. ಅರ್ಜಿ ಸಲ್ಲಿಸಲು ಜಾಲತಾಣ: https://shp.karnataka.gov.in/bcwd ಮೂಲಕ ಸಲ್ಲಿಸಬಹುದಾಗಿದೆ. ತುಮಕೂರು ಜಿಲ್ಲಾದ್ಯಂತ ವಿದ್ಯಾರ್ಥಿ ನಿಲಯದ ವಿವರ, ವಿದ್ಯಾರ್ಥಿ ನಿಲಯದ ಪ್ರತ್ಯೇಕ ಇಲಾಖೆಯ ಅರ್ಜಿಗೆ, ಸಲ್ಲಿಸಬೇಕಾದ ದಾಖಲೆಗಳ ವಿವರ, ಮತ್ತಿತರ ಹೆಚ್ಚಿನ ಮಾಹಿತಿಗಾಗಿ ಜಾಲತಾಣ: https://bcwd.karnataka.gov.in/ ಅನ್ನು ಸಂಪರ್ಕಿಸಬಹುದಾಗಿದೆ. ಅರ್ಜಿ ಸಲ್ಲಿಸಲು ತಾಂತ್ರಿಕ ತೊಂದರೆಗಳಾದಲ್ಲಿ ವಿ–ಅಂಚೆ: bcwdhelpline@gmail.com ಮೂಲಕ ಅಥವಾ ಜಿಲ್ಲಾ/ ತಾಲ್ಲೂಕು ಮಟ್ಟದ ಇಲಾಖಾಧಿಕಾರಿಗಳನ್ನು ಸಂಪರ್ಕಿಸಬಹುದಾಗಿದೆ. ಹೆಚ್ಚಿನ ಮಾಹಿತಿಗಾಗಿ ದೂ.ವಾ.ಸಂ.0816–2251736 ಅಥವಾ ಸಹಾಯವಾಣಿ ಸಂಖ್ಯೆ: 8050770004 / 8050770005ನ್ನು ಸಂಪರ್ಕಿಸಬಹುದಾಗಿದೆ ಎಂದು ಪ್ರಕಟಣೆ ತಿಳಿಸಿದೆ. — [1136, 201, 1539, 519]
photo-kunigal-rescue — [527, 1366, 794, 1612]
quote-box-body: ಹೈವೆ ಎಂಜಿನಿಯರ್ ಅವರಿಗೆ ಸಗ್ಗಿಂಗ್ ಮಿಷಿನ್ ಮೂಲಕ ಚರಂಡಿ ಕ್ಲೀನ್ ಮಾಡಿಸಿ ಕೊಡಿ ಎಂದು ಅನೇಕ ಬಾರಿ ಪೋನ್ ಮಾಡಿ ತಿಳಿಸಿದ್ದೇನೆ. ಇತ್ತೀಚೆಗೆ ತಹಸೀಲ್ದಾರ್ ಬಂದಾಗ ಅವರ ಮೂಲಕವೂ ಪೋನ್ ಮಾಡಿಸಿದ್ದೇನೆ. ಕಳೆದ ವಾರವಷ್ಟೆ ಪತ್ರವನ್ನೂ ಸಹ ಬರೆದಿದ್ದೇನೆ. ಆದರೆ ಅವರು ಸ್ಪಂದಿಸುತ್ತಿಲ್ಲ. ಪರಿಣಾಮ ಮಳೆ ಬಂದಾಗಲೆಲ್ಲಾ ಚರಂಡಿ ನೀರು ಮನೆಗಳಿಗೆ ನುಗ್ಗಿ ಅವಾಂತರ ಸೃಷ್ಟಿಸುತ್ತದೆ. — [855, 318, 1104, 458]
photo-woman-orange-saree — [782, 2126, 850, 2236]
ncvt-headline-line2: ಆನ್‌ಲೈನ್ ಅರ್ಜಿ ಆಹ್ವಾನ — [1192, 1645, 1482, 1684]
quote-box-pink-body: ಚರಂಡಿಗೆ ಟೀ ಲೋಟ, ಪ್ಲಾಸ್ಟಿಕ್ ಬಾಟಲ್‌ಗಳು ತುಂಬಿಕೊಂಡು ಈ ಸಮಸ್ಯೆ ಸೃಷ್ಟಿಯಾಗುತ್ತದೆ. ಈಗಾಗಲೇ ಅನೇಕ ಬಾರಿ ಕ್ಲೀನ್ ಮಾಡಿಸಿದ್ದರೂ ಮತ್ತೆ ತ್ಯಾಜ್ಯ ಹಾಕುವುದಿಂದ ಸಮಸ್ಯೆ ಮರುಕಳಿಸುತ್ತದೆ. ಕಾರ್ಮಿಕರಿಂದ ಮೊದಲು ಪ್ಲಾಸ್ಟಿಕ್ ತ್ಯಾಜ್ಯ ತೆರವು ಮಾಡಿ ನಂತರ ಸಗ್ಗಿಂಗ್ ಮಿಷಿನ್ ಮೂಲಕ ಚರಂಡಿ ನೀರನ್ನು ಖಾಲಿ ಮಾಡಬೇಕಾಗುತ್ತದೆ. ನಾಲ್ಕೈದು ದಿನಗಳಲ್ಲಿ ಕ್ಲೀನ್ ಮಾಡಿ ಇನ್ಮುಂದೆ ಪಂಚಾಯ್ತಿ ನಿರ್ವಹಣೆ ಮಾಡಲು ಪತ್ರ ಬರೆಯುತ್ತೇವೆ. — [855, 543, 1112, 683]
page-number: ಪುಟ:2 — [1459, 63, 1501, 83]
booker-article-body: ತುಮಕೂರು: ಕನ್ನಡಕ್ಕೆ ಮೊದಲ ಪ್ರತಿಷ್ಠಿತ ಬೂಕರ್ ಪ್ರಶಸ್ತಿಯನ್ನು ತಂದು ಕೊಟ್ಟ ಲೇಖಕಿ ಬಾನು ಮುಷ್ತಾಕ್ ಮತ್ತು ಈ ಕೃತಿಯನ್ನು ಇಂಗ್ಲಿಷ್‌ಗೆ ಅನುವಾದಿಸಿದ ದೀಪಾ ಭಸ್ತಿ ಅವರನ್ನು ತುಮಕೂರು ಜಿಲ್ಲಾ ಕನ್ನಡ ಸಾಹಿತ್ಯ ಪರಿಷತ್ತು ಅಭಿನಂದಿಸಿದೆ. ಜಿಲ್ಲಾ ಕಸಾಪ ಅಧ್ಯಕ್ಷ ಕೆ.ಎಸ್.ಸಿದ್ದಲಿಂಗಪ್ಪ ಅಭಿನಂದನೆ ಸಲ್ಲಿಸಿ ಮಾತನಾಡಿ, ಬಾನು ಮುಷ್ತಾಕ್ ಅವರು 1990ರಿಂದ 2023ರ ನಡುವೆ ಬರೆದ ಹನ್ನೆರಡು ಕಥೆಗಳ ಗುಚ್ಛ 'ಹಾರ್ಟ್ ಲ್ಯಾಂಪ್' ಕೃತಿಗೆ ಈ ಪ್ರಶಸ್ತಿ ಲಭಿಸಿದೆ. ಇನ್ನೊಂದು ಕಥೆ 'ಒಮ್ಮೆ ಹೆಣ್ಣಾಗು ಪ್ರಭುವೆ'ಯ ಅನುವಾದ ಇನ್ನೊಂದು ಸಾಧನೆ. ನಂತರ ಸಂಕಲನದ 'ರೆಡ್ ಲುಂಗಿ' ಕಥೆ, 2024ರ ಜೂನ್ ಜುಲೈ ತಿಂಗಳ ದ ಪ್ಯಾರಿಸ್ ರಿವ್ಯೂ ಮ್ಯಾಗಝೀನ್ ನಲ್ಲಿ ಪ್ರಕಟವಾಯಿತು. ಸಂಕಲನದ ಕಥೆಗಳು ಕನ್ನಡದ ಬದುಕಿನ ವಿವರಗಳನ್ನು ಜಗತ್ತಿಗೆ ತಲುಪಿಸಿವೆ. ಈ ಕೃತಿಯ ಮೂಲಕ ಕನ್ನಡ ಸಾಹಿತ್ಯಕ್ಕೆ ಹೆಗ್ಗಳಿಕೆ ತಂದ ಇಬ್ಬರನ್ನೂ ಜಿಲ್ಲೆಯ ಸಾಹಿತ್ಯಾಸಕ್ತರು ಅಭಿನಂದಿಸಿದ್ದಾರೆ. ಬಾನು ಮುಷ್ತಾಕ್ ಅವರು ತುಮಕೂರು ಜಿಲ್ಲೆಯೊಂದಿಗೆ ನಿಕಟ ಸಂಬಂಧ ಹೊಂದಿದ್ದು, 2.03.2025ರಂದು ನಡೆದ 'ಕನ್ನಡ ಸಾಹಿತ್ಯದಲ್ಲಿ ಸರ್ವ ಸಮಭಾವ ಚಿಂತನೆಗಳು' ಗೋಷ್ಠಿಯಲ್ಲಿ ಭಾಗವಹಿಸಿದ್ದನ್ನು ಸ್ಮರಿಸಬಹುದು ಎಂದು ಕೆ.ಎಸ್.ಸಿದ್ದಲಿಂಗಪ್ಪ ತಿಳಿಸಿದ್ದಾರೆ. — [408, 943, 1112, 1062]
kpcc-headline-line2: ಅರಿವು ಮೂಡಿಸಿ: ಕೆಪಿಸಿಸಿ ಸದಸ್ಯ ಮುರುಳೀಧರ ಹಾಲಪ್ಪ — [619, 1925, 1327, 1971]
photo-drain-tire — [708, 258, 827, 340]
divider-g-h — [408, 1302, 1112, 1303]
kunigal-below-photo: ಕಾರ್ಮಿಕ ನಿರೀಕ್ಷಕ ಮಂಜುನಾಥಸ್ವಾಮಿ, ಸಿ ಡಿ ಪಿ ಒ ಮಧುಮತಿ ಮತ್ತಿತರರು ಇದ್ದರು. ಖಚಿತ ಮಾಹಿತಿ ಮೇರೆಗೆ ತಹಶಿಲ್ದಾರ್ ಅವರು ಕುಟುಂಬಕ್ಕೆ ಬಿಡುಗಡೆ ಪ್ರಮಾಣ ಪತ್ರ ನೀಡಿ ಪುನರ್ವಸತಿ ಕಲ್ಪಿಸುವ ಭರವಸೆ ನೀಡಿದರು. — [527, 1620, 794, 1684]
photo-drain-sludge-glint — [499, 355, 745, 422]
photo-drain-water — [408, 257, 827, 505]
sangha-article-body: ತುಮಕೂರು: ಜಿಲ್ಲಾ ಆರ್ಯ ಈಡಿಗರ ಸಂಘದ 2024– 25 ನೇ ಸಾಲಿನ ಸರ್ವ ಸದಸ್ಯರ ಮಹಾಸಭೆಯು ಮೇ. 25 ಭಾನುವಾರ ಬೆಳಿಗ್ಗೆ 10:30ಕ್ಕೆ ರಾಮಕೃಷ್ಣ ನಗರದ ಶ್ರೀ ಸಾಯಿಬಾಬಾ ದೇವಸ್ಥಾನದ ಒಳಾಂಗಣದಲ್ಲಿ ನಡೆಯಲಿದೆ. ಸಭೆಯಲ್ಲಿ ವಾರ್ಷಿಕ ವರದಿ ಹಾಗೂ ಲೆಕ್ಕಪತ್ರ ಮಂಡನೆ ನಡೆಯಲಿದ್ದು ಸದಸ್ಯರು ತಪ್ಪದೇ ಭಾಗವಹಿಸುವಂತೆ ಸಂಘದ ಕಾರ್ಯದರ್ಶಿ ಜಿ.ಪಿ. ಶಿವಣ್ಣ (ಮಲ್ಲಸಂದ್ರ) ರವರು ತಿಳಿಸಿದ್ದಾರೆ. — [30, 1304, 399, 1389]
divider-under-main — [30, 812, 1127, 813]
photo-street-left-shops — [1138, 872, 1250, 969]
horticulture-headline-line2: ಅರ್ಜಿ ಆಹ್ವಾನ — [136, 1517, 293, 1555]
photo-street-right-buildings — [1421, 842, 1538, 976]
date-line: ದಿನಾಂಕ: 22-05-2025,ಗುರುವಾರ — [707, 63, 917, 83]
divider-above-k — [408, 1839, 1538, 1840]
photo-man-yellow-shawl — [1096, 2114, 1156, 2236]
photo-drain-foliage — [409, 258, 536, 363]
